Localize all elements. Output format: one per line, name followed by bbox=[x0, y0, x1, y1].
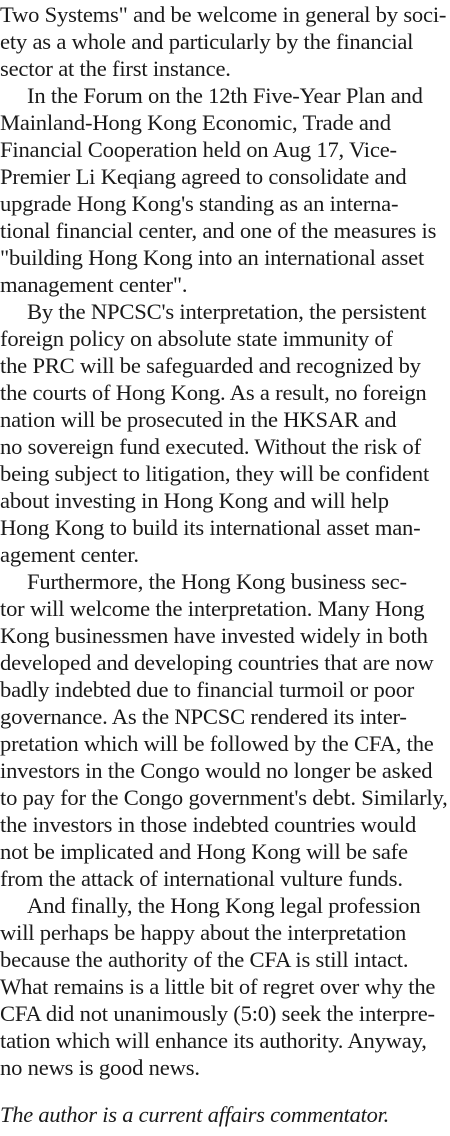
paragraph-3-line-1: By the NPCSC's interpretation, the persistent bbox=[27, 299, 427, 324]
paragraph-3-line-4: the courts of Hong Kong. As a result, no foreign bbox=[0, 380, 427, 405]
paragraph-3-line-2: foreign policy on absolute state immunity of bbox=[0, 326, 393, 351]
paragraph-2-line-4: Premier Li Keqiang agreed to consolidate and bbox=[0, 164, 407, 189]
paragraph-2-line-1: In the Forum on the 12th Five-Year Plan and bbox=[27, 83, 423, 108]
paragraph-3-line-3: the PRC will be safeguarded and recognized by bbox=[0, 353, 421, 378]
paragraph-5-line-4: What remains is a little bit of regret over why the bbox=[0, 974, 436, 999]
paragraph-2-line-8: management center". bbox=[0, 272, 188, 297]
paragraph-2-line-3: Financial Cooperation held on Aug 17, Vice- bbox=[0, 137, 397, 162]
paragraph-2-line-5: upgrade Hong Kong's standing as an interna- bbox=[0, 191, 399, 216]
paragraph-5-line-6: tation which will enhance its authority. Anyway, bbox=[0, 1028, 427, 1053]
paragraph-3-line-7: being subject to litigation, they will be confident bbox=[0, 461, 430, 486]
paragraph-4-line-8: investors in the Congo would no longer be asked bbox=[0, 758, 433, 783]
paragraph-3-line-6: no sovereign fund executed. Without the risk of bbox=[0, 434, 421, 459]
paragraph-4-line-4: developed and developing countries that are now bbox=[0, 650, 434, 675]
paragraph-2-line-6: tional financial center, and one of the measures is bbox=[0, 218, 437, 243]
paragraph-2-line-2: Mainland-Hong Kong Economic, Trade and bbox=[0, 110, 391, 135]
paragraph-4-line-1: Furthermore, the Hong Kong business sec- bbox=[27, 569, 407, 594]
paragraph-3-line-10: agement center. bbox=[0, 542, 139, 567]
paragraph-4-line-7: pretation which will be followed by the CFA, the bbox=[0, 731, 434, 756]
paragraph-4-line-12: from the attack of international vulture funds. bbox=[0, 866, 403, 891]
paragraph-1-line-1: Two Systems" and be welcome in general by soci- bbox=[0, 2, 447, 27]
paragraph-5-line-2: will perhaps be happy about the interpretation bbox=[0, 920, 407, 945]
paragraph-2-line-7: "building Hong Kong into an international asset bbox=[0, 245, 425, 270]
paragraph-4-line-9: to pay for the Congo government's debt. Similarly, bbox=[0, 785, 448, 810]
paragraph-3-line-5: nation will be prosecuted in the HKSAR and bbox=[0, 407, 397, 432]
paragraph-4-line-10: the investors in those indebted countries would bbox=[0, 812, 417, 837]
paragraph-1-line-2: ety as a whole and particularly by the financial bbox=[0, 29, 414, 54]
paragraph-4-line-6: governance. As the NPCSC rendered its inter- bbox=[0, 704, 407, 729]
paragraph-1-line-3: sector at the first instance. bbox=[0, 56, 231, 81]
paragraph-3-line-8: about investing in Hong Kong and will help bbox=[0, 488, 389, 513]
paragraph-3-line-9: Hong Kong to build its international asset man- bbox=[0, 515, 421, 540]
paragraph-4-line-5: badly indebted due to financial turmoil or poor bbox=[0, 677, 415, 702]
paragraph-4-line-3: Kong businessmen have invested widely in both bbox=[0, 623, 428, 648]
paragraph-4-line-11: not be implicated and Hong Kong will be safe bbox=[0, 839, 408, 864]
paragraph-4-line-2: tor will welcome the interpretation. Many Hong bbox=[0, 596, 425, 621]
paragraph-5-line-7: no news is good news. bbox=[0, 1055, 200, 1080]
paragraph-5-line-1: And finally, the Hong Kong legal profession bbox=[27, 893, 421, 918]
paragraph-5-line-3: because the authority of the CFA is still intact. bbox=[0, 947, 409, 972]
paragraph-5-line-5: CFA did not unanimously (5:0) seek the interpre- bbox=[0, 1001, 435, 1026]
author-byline: The author is a current affairs commentator. bbox=[0, 1102, 390, 1127]
